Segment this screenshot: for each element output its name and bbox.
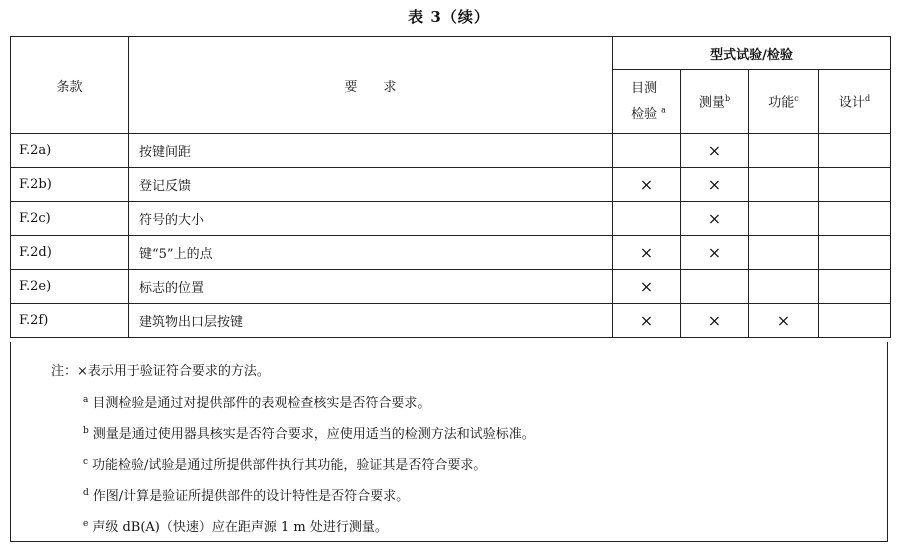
header-method-visual xyxy=(613,70,681,134)
cell-clause: F.2e) xyxy=(11,270,129,304)
cell-mark: × xyxy=(681,134,749,168)
cell-mark xyxy=(613,134,681,168)
method-label: 设计 xyxy=(838,95,865,111)
cell-mark: × xyxy=(613,168,681,202)
cell-requirement: 建筑物出口层按键 xyxy=(129,304,613,338)
note-main: 注：×表示用于验证符合要求的方法。 xyxy=(51,364,270,379)
cell-mark xyxy=(749,202,819,236)
cell-clause: F.2a) xyxy=(11,134,129,168)
table-title: 表 3（续） xyxy=(408,8,490,26)
table-row xyxy=(11,270,891,304)
cell-mark xyxy=(819,270,891,304)
table-row xyxy=(11,134,891,168)
table-row xyxy=(11,304,891,338)
cell-mark xyxy=(819,168,891,202)
cell-mark: × xyxy=(613,270,681,304)
cell-mark: × xyxy=(613,304,681,338)
footnote-mark: c xyxy=(83,456,89,467)
method-sup: b xyxy=(724,94,731,104)
table-row xyxy=(11,168,891,202)
header-test-group: 型式试验/检验 xyxy=(613,37,891,70)
footnote-text: 目测检验是通过对提供部件的表观检查核实是否符合要求。 xyxy=(92,396,431,411)
cell-mark xyxy=(749,270,819,304)
cell-mark xyxy=(749,134,819,168)
cell-mark xyxy=(749,168,819,202)
cell-mark: × xyxy=(681,236,749,270)
cell-clause: F.2c) xyxy=(11,202,129,236)
cell-mark xyxy=(819,202,891,236)
footnote-item xyxy=(83,454,486,473)
method-sup: a xyxy=(661,105,666,115)
footnote-mark: d xyxy=(83,487,89,498)
notes-section xyxy=(10,342,888,542)
cell-mark xyxy=(749,236,819,270)
cell-mark xyxy=(819,236,891,270)
method-label: 目测检验 xyxy=(631,80,658,122)
cell-mark: × xyxy=(681,304,749,338)
notes-box xyxy=(10,342,888,542)
footnote-mark: a xyxy=(83,394,89,405)
cell-clause: F.2f) xyxy=(11,304,129,338)
cell-clause: F.2d) xyxy=(11,236,129,270)
header-method-function xyxy=(749,70,819,134)
footnote-item xyxy=(83,392,430,411)
cell-mark: × xyxy=(681,168,749,202)
cell-mark: × xyxy=(749,304,819,338)
footnote-text: 作图/计算是验证所提供部件的设计特性是否符合要求。 xyxy=(92,489,410,504)
cell-mark: × xyxy=(613,236,681,270)
header-method-design xyxy=(819,70,891,134)
requirements-table xyxy=(10,36,891,338)
footnote-item xyxy=(83,423,535,442)
method-label: 功能 xyxy=(768,95,795,111)
footnote-text: 功能检验/试验是通过所提供部件执行其功能，验证其是否符合要求。 xyxy=(92,458,487,473)
footnote-item xyxy=(83,485,409,504)
cell-mark xyxy=(681,270,749,304)
cell-mark: × xyxy=(681,202,749,236)
method-label: 测量 xyxy=(698,95,725,111)
cell-requirement: 登记反馈 xyxy=(129,168,613,202)
cell-requirement: 符号的大小 xyxy=(129,202,613,236)
cell-mark xyxy=(819,304,891,338)
cell-requirement: 键“5”上的点 xyxy=(129,236,613,270)
header-method-measure xyxy=(681,70,749,134)
cell-clause: F.2b) xyxy=(11,168,129,202)
method-sup: d xyxy=(864,94,871,104)
footnote-mark: b xyxy=(83,425,89,436)
cell-mark xyxy=(819,134,891,168)
cell-requirement: 标志的位置 xyxy=(129,270,613,304)
header-clause: 条款 xyxy=(11,37,129,134)
header-requirement: 要 求 xyxy=(129,37,613,134)
cell-requirement: 按键间距 xyxy=(129,134,613,168)
footnote-item xyxy=(83,516,388,535)
table-row xyxy=(11,202,891,236)
footnote-text: 测量是通过使用器具核实是否符合要求，应使用适当的检测方法和试验标准。 xyxy=(92,427,535,442)
cell-mark xyxy=(613,202,681,236)
footnote-mark: e xyxy=(83,518,89,529)
method-sup: c xyxy=(794,94,799,104)
table-row xyxy=(11,236,891,270)
footnote-text: 声级 dB(A)（快速）应在距声源 1 m 处进行测量。 xyxy=(92,520,388,535)
